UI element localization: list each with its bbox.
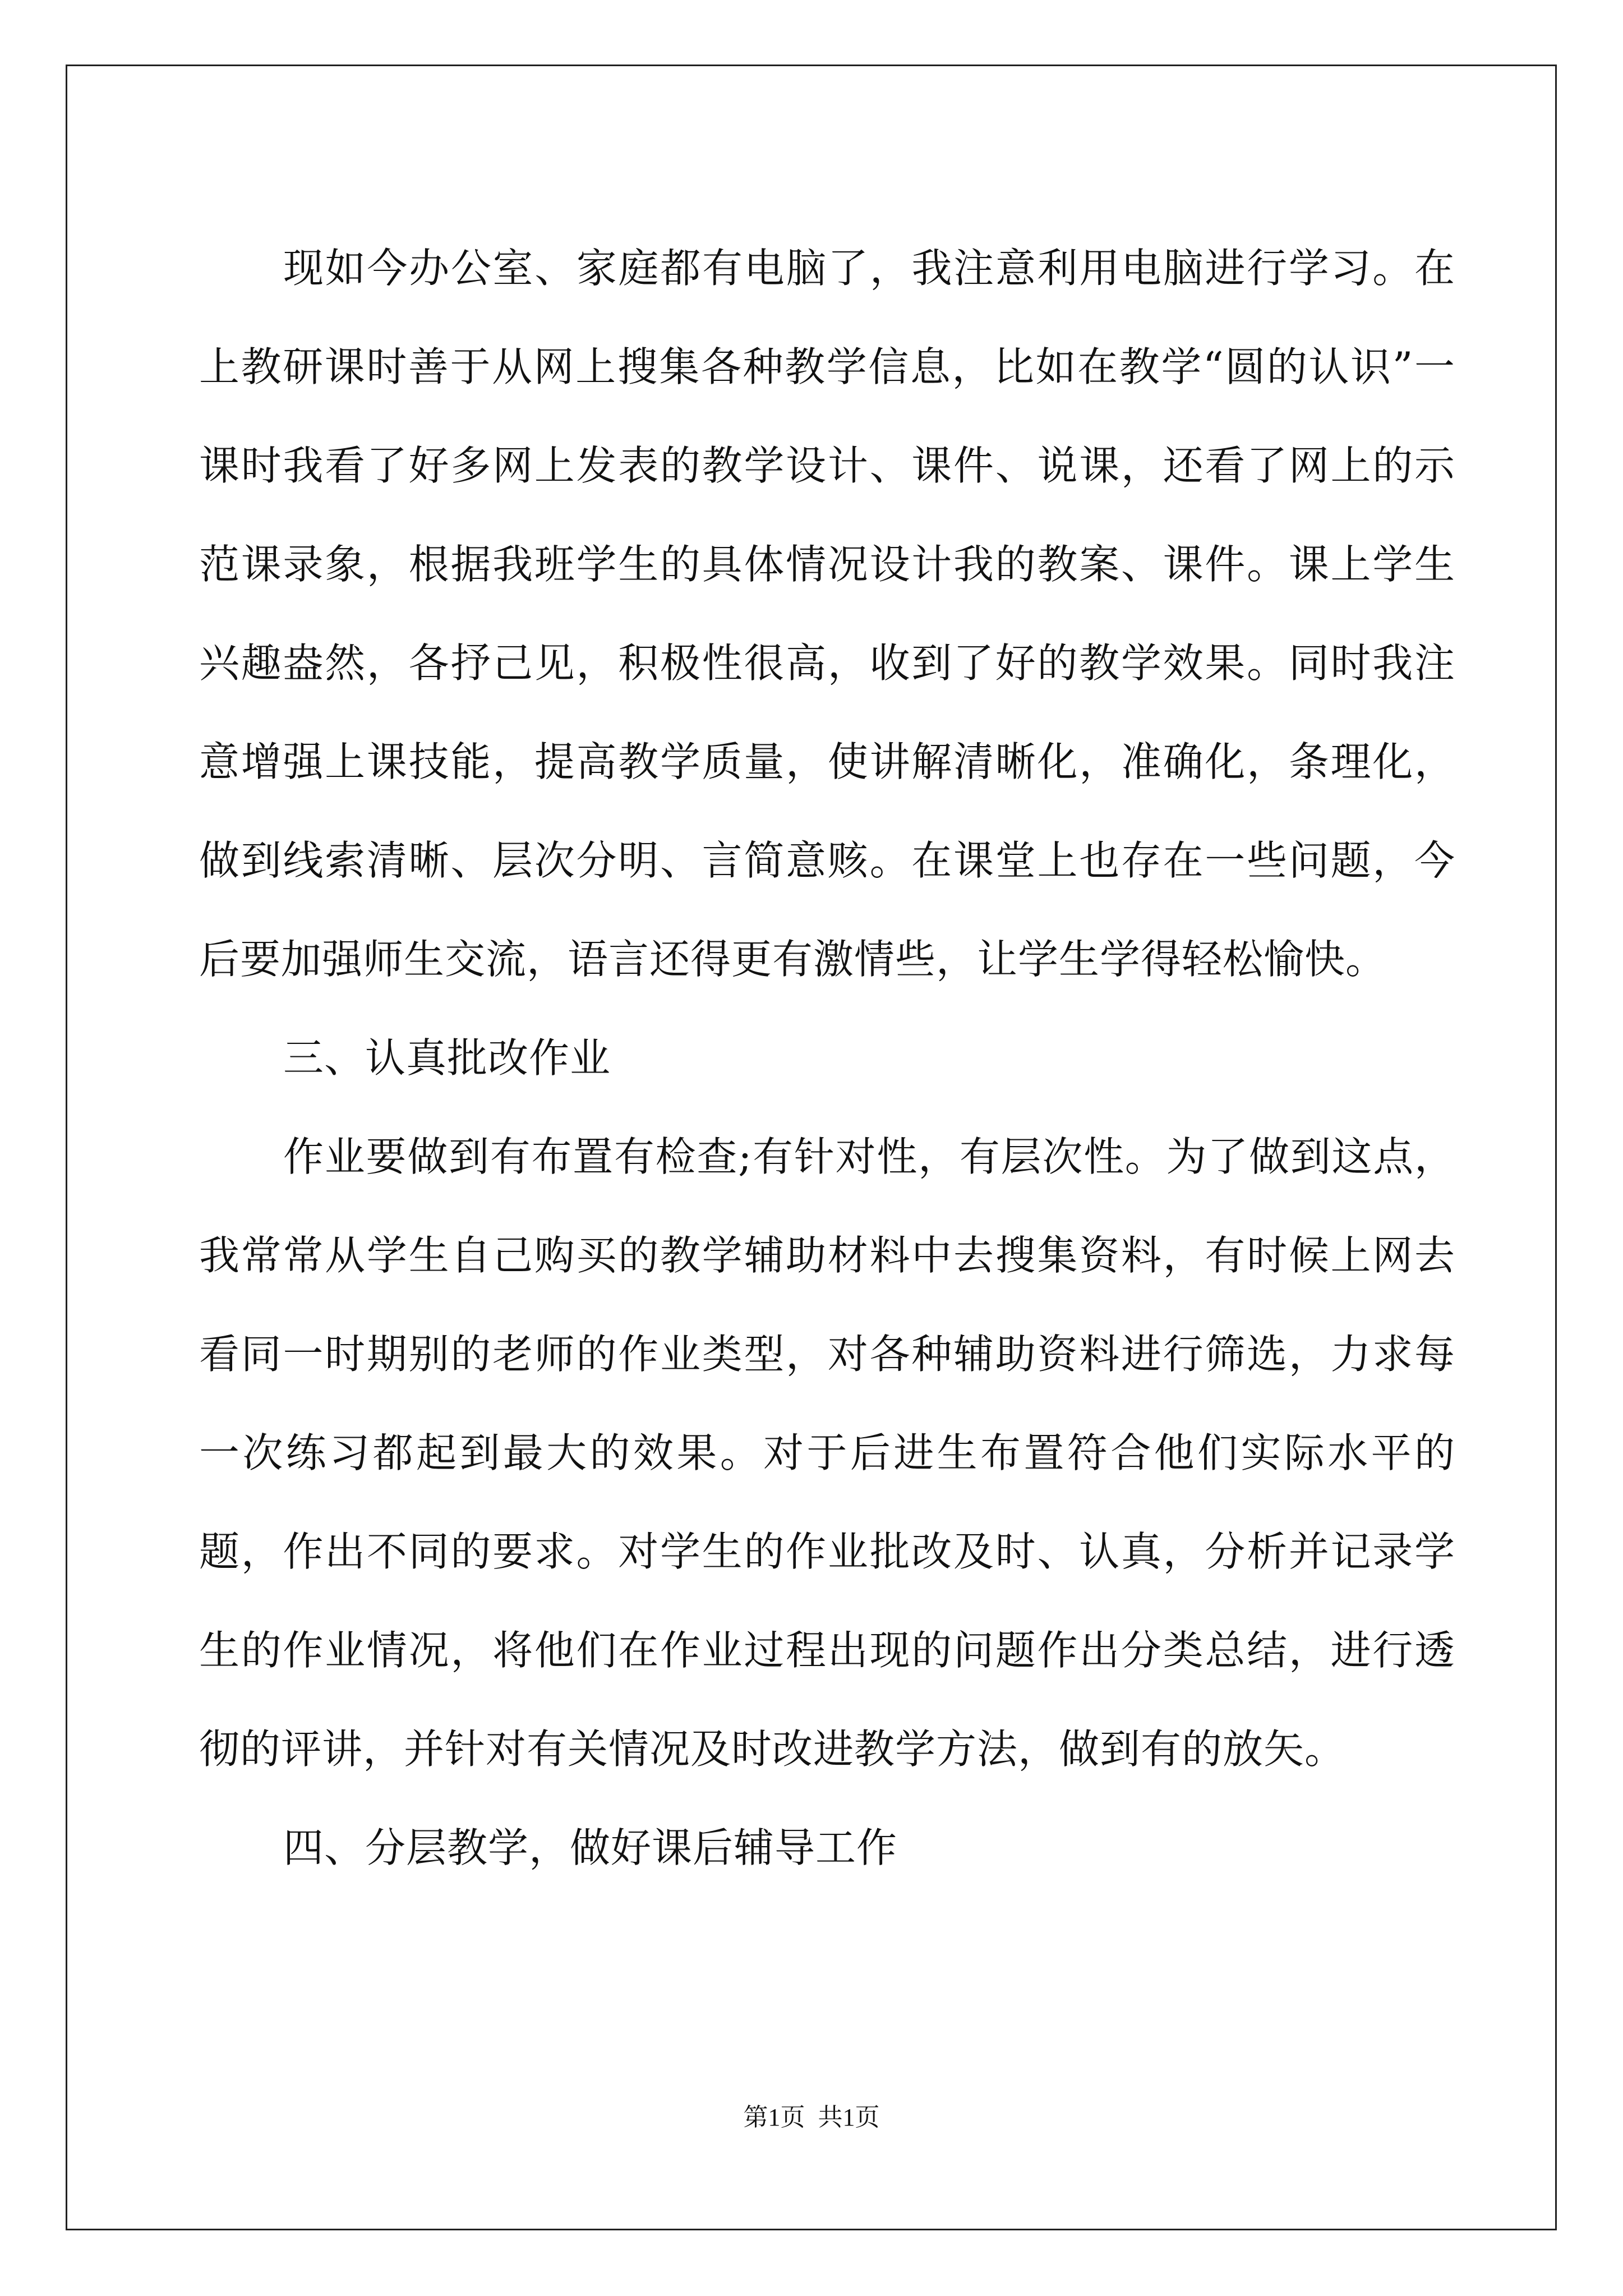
paragraph-computer-learning: 现如今办公室、家庭都有电脑了，我注意利用电脑进行学习。在上教研课时善于从网上搜集各种教学信息，比如在教学“圆的认识”一课时我看了好多网上发表的教学设计、课件、说课，还看了网上的示范课录象，根据我班学生的具体情况设计我的教案、课件。课上学生兴趣盎然，各抒己见，积极性很高，收到了好的教学效果。同时我注意增强上课技能，提高教学质量，使讲解清晰化，准确化，条理化，做到线索清晰、层次分明、言简意赅。在课堂上也存在一些问题，今后要加强师生交流，语言还得更有激情些，让学生学得轻松愉快。 — [199, 245, 1455, 983]
page-number: 第1页 — [743, 2104, 805, 2131]
section-heading-homework: 三、认真批改作业 — [283, 1034, 611, 1082]
paragraph-homework: 作业要做到有布置有检查;有针对性，有层次性。为了做到这点，我常常从学生自己购买的教学辅助材料中去搜集资料，有时候上网去看同一时期别的老师的作业类型，对各种辅助资料进行筛选，力求每一次练习都起到最大的效果。对于后进生布置符合他们实际水平的题，作出不同的要求。对学生的作业批改及时、认真，分析并记录学生的作业情况，将他们在作业过程出现的问题作出分类总结，进行透彻的评讲，并针对有关情况及时改进教学方法，做到有的放矢。 — [199, 1133, 1455, 1773]
page-footer — [0, 2097, 1623, 2133]
section-heading-tiered-teaching: 四、分层教学，做好课后辅导工作 — [283, 1824, 898, 1871]
page-total: 共1页 — [818, 2104, 880, 2131]
document-body — [199, 219, 1455, 1897]
